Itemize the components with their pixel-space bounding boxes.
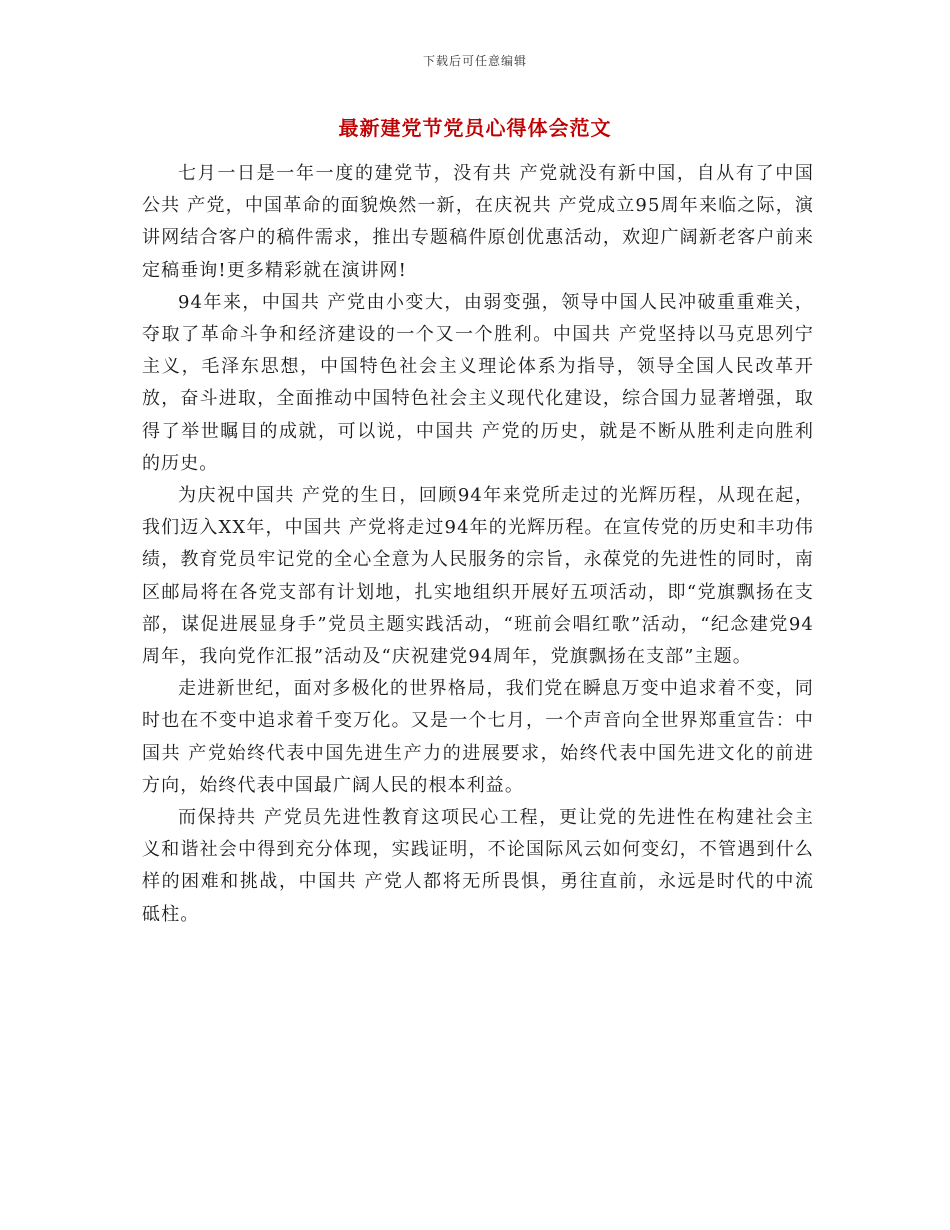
page-header-note: 下载后可任意编辑 [422, 54, 527, 68]
document-title: 最新建党节党员心得体会范文 [338, 116, 612, 140]
paragraph-4: 走进新世纪，面对多极化的世界格局，我们党在瞬息万变中追求着不变，同时也在不变中追求着千变万化。又是一个七月，一个声音向全世界郑重宣告：中国共 产党始终代表中国先进生产力的进展要求，始终代表中国先进文化的前进方向，始终代表中国最广阔人民的根本利益。 [142, 678, 814, 796]
paragraph-3: 为庆祝中国共 产党的生日，回顾94年来党所走过的光辉历程，从现在起，我们迈入XX年，中国共 产党将走过94年的光辉历程。在宣传党的历史和丰功伟绩，教育党员牢记党的全心全意为人民服务的宗旨，永葆党的先进性的同时，南区邮局将在各党支部有计划地，扎实地组织开展好五项活动，即“党旗飘扬在支部，谋促进展显身手”党员主题实践活动，“班前会唱红歌”活动，“纪念建党94周年，我向党作汇报”活动及“庆祝建党94周年，党旗飘扬在支部”主题。 [142, 485, 814, 668]
paragraph-5: 而保持共 产党员先进性教育这项民心工程，更让党的先进性在构建社会主义和谐社会中得到充分体现，实践证明，不论国际风云如何变幻，不管遇到什么样的困难和挑战，中国共 产党人都将无所畏惧，勇往直前，永远是时代的中流砥柱。 [142, 807, 814, 925]
paragraph-1: 七月一日是一年一度的建党节，没有共 产党就没有新中国，自从有了中国公共 产党，中国革命的面貌焕然一新，在庆祝共 产党成立95周年来临之际，演讲网结合客户的稿件需求，推出专题稿件原创优惠活动，欢迎广阔新老客户前来定稿垂询!更多精彩就在演讲网! [142, 163, 814, 281]
document-body [142, 158, 814, 931]
paragraph-2: 94年来，中国共 产党由小变大，由弱变强，领导中国人民冲破重重难关，夺取了革命斗争和经济建设的一个又一个胜利。中国共 产党坚持以马克思列宁主义，毛泽东思想，中国特色社会主义理论体系为指导，领导全国人民改革开放，奋斗进取，全面推动中国特色社会主义现代化建设，综合国力显著增强，取得了举世瞩目的成就，可以说，中国共 产党的历史，就是不断从胜利走向胜利的历史。 [142, 291, 814, 474]
